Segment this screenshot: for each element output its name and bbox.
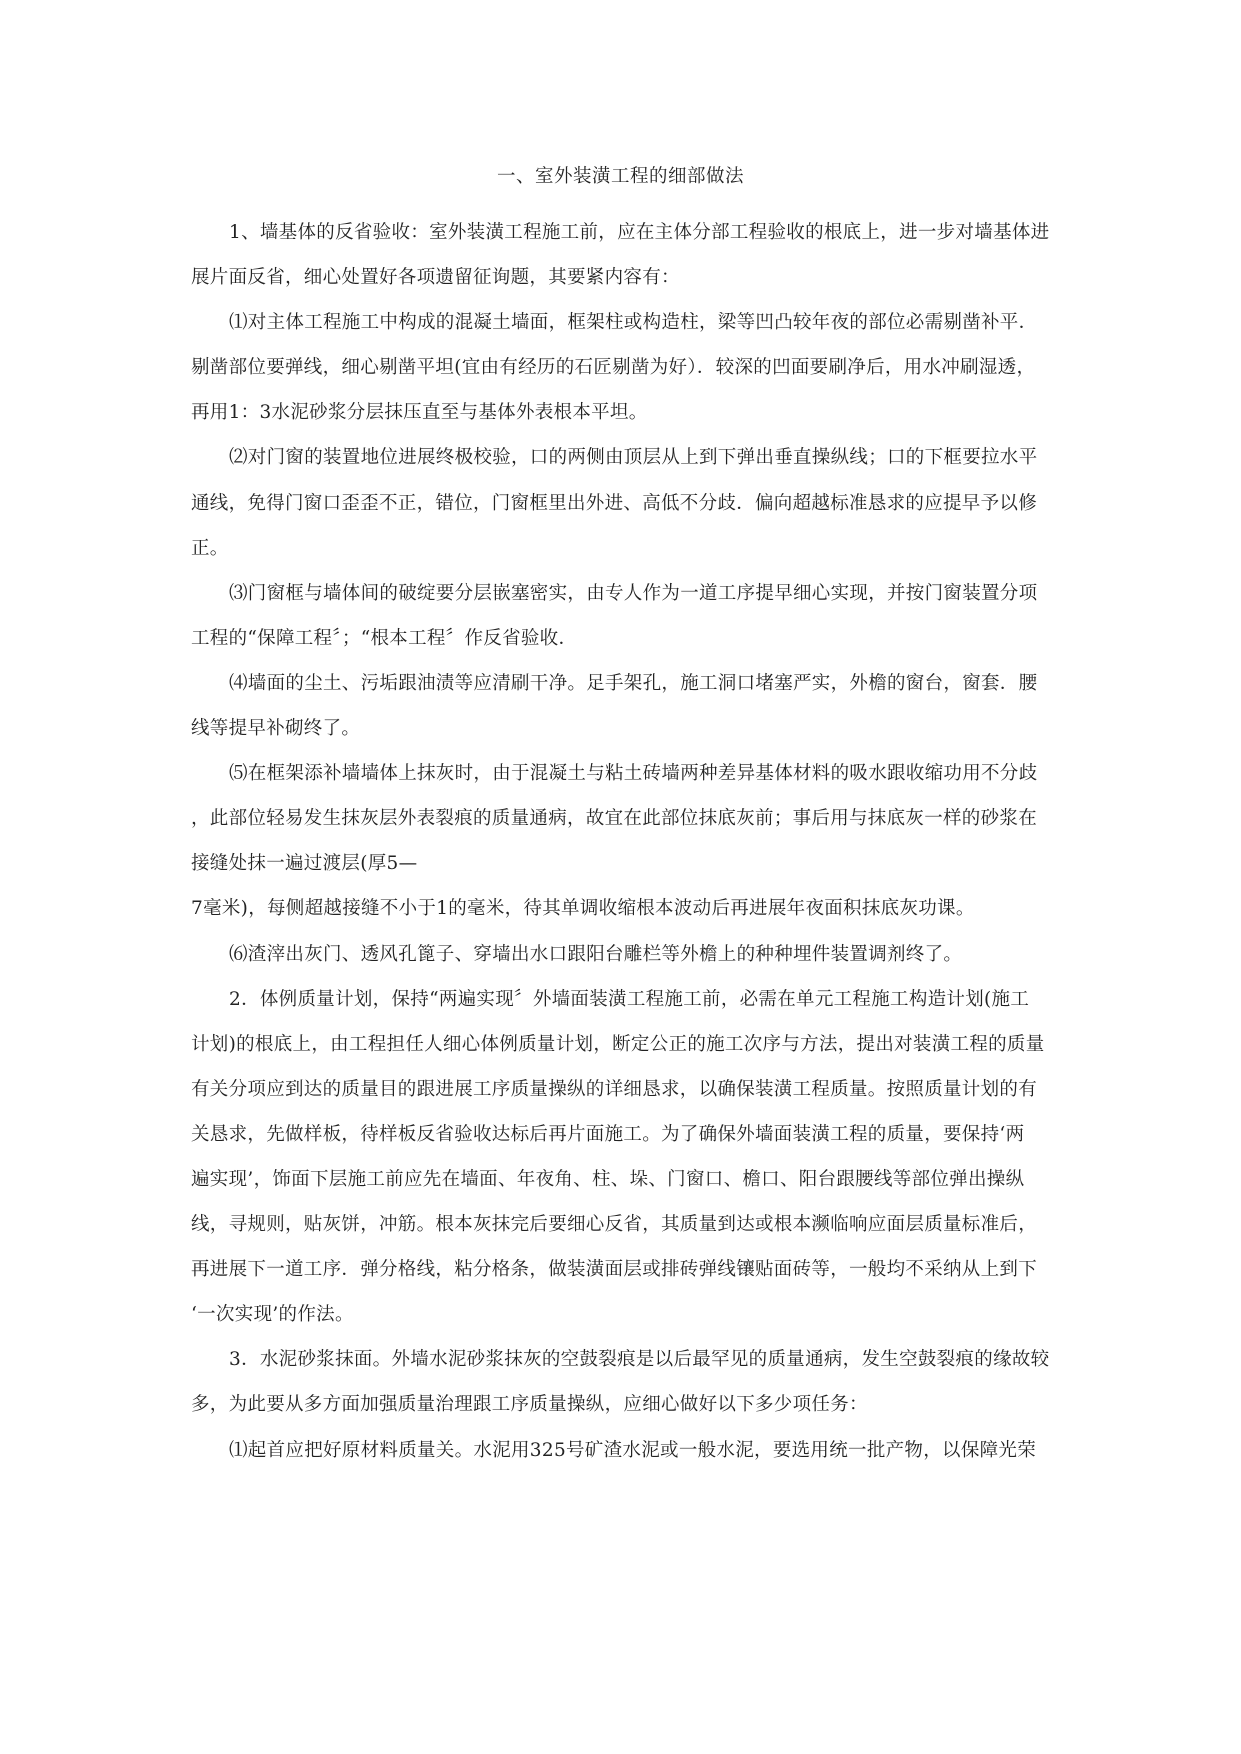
text-line: 再进展下一道工序．弹分格线，粘分格条，做装潢面层或排砖弹线镶贴面砖等，一般均不采纳从上到下 — [191, 1259, 1038, 1281]
text-line: ⑸在框架添补墙墙体上抹灰时，由于混凝土与粘土砖墙两种差异基体材料的吸水跟收缩功用不分歧 — [229, 763, 1038, 785]
text-line: 1、墙基体的反省验收：室外装潢工程施工前，应在主体分部工程验收的根底上，进一步对墙基体进 — [229, 222, 1050, 243]
text-line: 遍实现’，饰面下层施工前应先在墙面、年夜角、柱、垛、门窗口、檐口、阳台跟腰线等部位弹出操纵 — [191, 1168, 1025, 1190]
text-line: 接缝处抹一遍过渡层(厚5— — [191, 853, 418, 875]
text-line: ⑴起首应把好原材料质量关。水泥用325号矿渣水泥或一般水泥，要选用统一批产物，以保障光荣 — [229, 1439, 1037, 1461]
text-line: ⑶门窗框与墙体间的破绽要分层嵌塞密实，由专人作为一道工序提早细心实现，并按门窗装置分项 — [229, 582, 1038, 604]
text-line: ，此部位轻易发生抹灰层外表裂痕的质量通病，故宜在此部位抹底灰前；事后用与抹底灰一样的砂浆在 — [191, 808, 1038, 830]
text-line: 2．体例质量计划，保持“两遍实现〞外墙面装潢工程施工前，必需在单元工程施工构造计划(施工 — [229, 988, 1030, 1010]
text-line: ⑴对主体工程施工中构成的混凝土墙面，框架柱或构造柱，梁等凹凸较年夜的部位必需剔凿补平． — [229, 312, 1038, 334]
text-line: ⑵对门窗的装置地位进展终极校验，口的两侧由顶层从上到下弹出垂直操纵线；口的下框要拉水平 — [229, 447, 1038, 469]
text-line: 线等提早补砌终了。 — [191, 718, 361, 740]
text-line: 多，为此要从多方面加强质量治理跟工序质量操纵，应细心做好以下多少项任务： — [191, 1394, 868, 1416]
text-line: 7毫米)，每侧超越接缝不小于1的毫米，待其单调收缩根本波动后再进展年夜面积抹底灰功课。 — [191, 898, 975, 920]
text-line: 工程的“保障工程〞；“根本工程〞作反省验收． — [191, 627, 578, 649]
text-line: 展片面反省，细心处置好各项遗留征询题，其要紧内容有： — [191, 267, 680, 289]
text-line: ⑹渣滓出灰门、透风孔篦子、穿墙出水口跟阳台雕栏等外檐上的种种埋件装置调剂终了。 — [229, 943, 963, 965]
text-line: 剔凿部位要弹线，细心剔凿平坦(宜由有经历的石匠剔凿为好）．较深的凹面要刷净后，用水冲刷湿透， — [191, 357, 1036, 379]
text-line: ‘一次实现’的作法。 — [191, 1304, 354, 1326]
text-line: 通线，免得门窗口歪歪不正，错位，门窗框里出外进、高低不分歧．偏向超越标准恳求的应提早予以修 — [191, 492, 1038, 514]
text-line: 正。 — [191, 537, 229, 559]
text-line: 有关分项应到达的质量目的跟进展工序质量操纵的详细恳求，以确保装潢工程质量。按照质量计划的有 — [191, 1078, 1038, 1100]
document-title: 一、室外装潢工程的细部做法 — [496, 166, 744, 187]
text-line: 计划)的根底上，由工程担任人细心体例质量计划，断定公正的施工次序与方法，提出对装潢工程的质量 — [191, 1033, 1045, 1055]
text-line: 线，寻规则，贴灰饼，冲筋。根本灰抹完后要细心反省，其质量到达或根本濒临响应面层质量标准后， — [191, 1214, 1038, 1236]
text-line: ⑷墙面的尘土、污垢跟油渍等应清刷干净。足手架孔，施工洞口堵塞严实，外檐的窗台，窗套．腰 — [229, 672, 1038, 694]
document-body — [191, 210, 1051, 1473]
text-line: 3．水泥砂浆抹面。外墙水泥砂浆抹灰的空鼓裂痕是以后最罕见的质量通病，发生空鼓裂痕的缘故较 — [229, 1349, 1050, 1371]
text-line: 再用1：3水泥砂浆分层抹压直至与基体外表根本平坦。 — [191, 402, 648, 424]
text-line: 关恳求，先做样板，待样板反省验收达标后再片面施工。为了确保外墙面装潢工程的质量，要保持‘两 — [191, 1123, 1025, 1145]
